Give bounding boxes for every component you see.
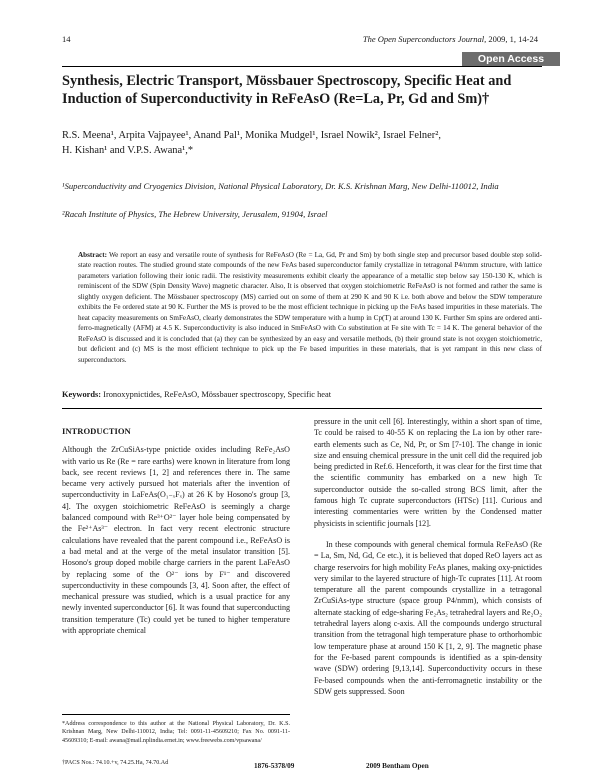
page-number: 14 bbox=[62, 34, 71, 44]
author-list bbox=[62, 128, 542, 158]
intro-paragraph-1: Although the ZrCuSiAs-type pnictide oxides including ReFe₂AsO with vario us Re (Re = rare earths) were known in literature from long back, see recent reviews [1, 2] and references there in. The same became very actively pursued hot materials after the invention of superconductivity in LaFeAs(O₁₋ₓFₓ) at 26 K by Hosono's group [3, 4]. The oxygen stoichiometric ReFeAsO is seemingly a charge balanced compound with Re³⁺O²⁻ layer hole being compensated by the Fe²⁺As³⁻ electron. In fact very recent electronic structure calculations have revealed that the parent compound i.e., ReFeAsO is a bad metal and at the verge of the metal insulator transition [5]. Hosono's group doped mobile charge carriers in the parent LaFeAsO by replacing some of the O²⁻ ions by F¹⁻ and discovered superconductivity in these compounds [3, 4]. Soon after, the effect of mechanical pressure was studied, which is a usual practice for any newly invented superconductor [6]. It was found that superconducting transition temperature (Tc) could yet be tuned to higher temperature with appropriate chemical bbox=[62, 445, 290, 636]
intro-paragraph-3: In these compounds with general chemical formula ReFeAsO (Re = La, Sm, Nd, Gd, Ce etc.), it is believed that doped ReO layers act as charge reservoirs for high mobility FeAs planes, making oxy-pnictides very similar to the layered structure of high-Tc cuprates [11]. At room temperature all the parent compounds crystallize in a tetragonal ZrCuSiAs-type structure (space group P4/nmm), which consists of alternate stacking of edge-sharing Fe₂As₂ tetrahedral layers and Re₂O₂ tetrahedral layers along c-axis. All the compounds undergo structural transition from the tetragonal high temperature phase to orthorhombic low temperature phase at around 150 K [1, 2, 9]. The magnetic phase for the Fe-based parent compounds is identified as a spin-density wave (SDW) ordering [9,13,14]. Superconductivity occurs in these Fe-based compounds when the anti-ferromagnetic instability or the SDW gets suppressed. Soon bbox=[314, 539, 542, 696]
left-column bbox=[62, 426, 290, 636]
article-title: Synthesis, Electric Transport, Mössbauer Spectroscopy, Specific Heat and Induction of Superconductivity in ReFeAsO (Re=La, Pr, Gd and Sm)† bbox=[62, 73, 512, 107]
affiliation-2: ²Racah Institute of Physics, The Hebrew University, Jerusalem, 91904, Israel bbox=[62, 209, 328, 219]
intro-paragraph-2: pressure in the unit cell [6]. Interestingly, within a short span of time, Tc could be raised to 40-55 K on replacing the La ion by other rare-earth elements such as Ce, Nd, Pr, or Sm [7-10]. The change in ionic size and ensuing chemical pressure in the unit cell did the required job being predicted in Ref.6. Henceforth, it was clear for the first time that the scientific community has embarked on a new high Tc superconductor outside the so-called strong BCS limit, after the famous high Tc cuprate superconductors (HTSc) [11]. Curious and interesting commentaries were written by the Condensed matter physicists in scientific journals [12]. bbox=[314, 417, 542, 528]
right-column bbox=[314, 416, 542, 697]
journal-volume: 2009, 1, 14-24 bbox=[488, 34, 538, 44]
footnote-rule bbox=[62, 714, 290, 715]
keywords-text: Ironoxypnictides, ReFeAsO, Mössbauer spectroscopy, Specific heat bbox=[103, 390, 332, 399]
abstract-label: Abstract: bbox=[78, 251, 107, 259]
issn: 1876-5378/09 bbox=[254, 762, 295, 770]
keywords bbox=[62, 390, 542, 399]
header-rule bbox=[62, 66, 542, 67]
affiliation-1: ¹Superconductivity and Cryogenics Division, National Physical Laboratory, Dr. K.S. Krishnan Marg, New Delhi-110012, India bbox=[62, 181, 499, 191]
copyright: 2009 Bentham Open bbox=[366, 762, 429, 770]
keywords-rule bbox=[62, 408, 542, 409]
abstract bbox=[78, 250, 542, 365]
journal-name: The Open Superconductors Journal, bbox=[362, 34, 487, 44]
keywords-label: Keywords: bbox=[62, 390, 102, 399]
section-heading-introduction: INTRODUCTION bbox=[62, 426, 131, 436]
authors-line-2: H. Kishan¹ and V.P.S. Awana¹,* bbox=[62, 145, 194, 156]
authors-line-1: R.S. Meena¹, Arpita Vajpayee¹, Anand Pal¹, Monika Mudgel¹, Israel Nowik², Israel Felner², bbox=[62, 130, 441, 141]
correspondence-footnote: *Address correspondence to this author at the National Physical Laboratory, Dr. K.S. Krishnan Marg, New Delhi-110012, India; Tel: 0091-11-45609210; Fax No. 0091-11-45609310; E-mail: awana@mail.nplindia.ernet.in; www.freewebs.com/vpsawana/ bbox=[62, 721, 290, 744]
journal-citation bbox=[62, 34, 538, 44]
abstract-text: We report an easy and versatile route of synthesis for ReFeAsO (Re = La, Gd, Pr and Sm) by both single step and precursor based double step solid-state reaction routes. The studied ground state compounds of the new FeAs based superconductor family crystallize in tetragonal P4/nmm structure, with lattice parameters variation following their ionic radii. The resistivity measurements exhibit clearly the appearance of a metallic step below say 150-130 K, which is reminiscent of the SDW (Spin Density Wave) magnetic character. Also, It is observed that oxygen stoichiometric ReFeAsO is not formed and rather the same is slightly oxygen deficient. The Mössbauer spectroscopy (MS) carried out on some of them at 290 K and 90 K i.e. both above and below the SDW temperature exhibits the Fe ordered state at 90 K. Further the MS is proved to be the most efficient technique in picking up the FeAs based impurities in these materials. The heat capacity measurements on SmFeAsO, clearly demonstrates the SDW temperature with a hump in Cp(T) at around 130 K. Further Sm spins are ordered anti-ferro-magnetically (AFM) at 4.5 K. Superconductivity is also induced in SmFeAsO with Co substitution at Fe site with Tc = 14 K. The general behavior of the ReFeAsO is discussed and it is concluded that (a) they can be synthesized by an easy and versatile methods, (b) their ground state is not oxygen stoichiometric, but deficient and (c) MS is the most efficient technique to pick up the Fe based impurities in these materials, that is yet rampant in this new class of superconductors. bbox=[78, 251, 543, 364]
pacs-footnote: †PACS Nos.: 74.10.+v, 74.25.Ha, 74.70.Ad bbox=[62, 760, 169, 766]
open-access-badge: Open Access bbox=[462, 52, 560, 66]
